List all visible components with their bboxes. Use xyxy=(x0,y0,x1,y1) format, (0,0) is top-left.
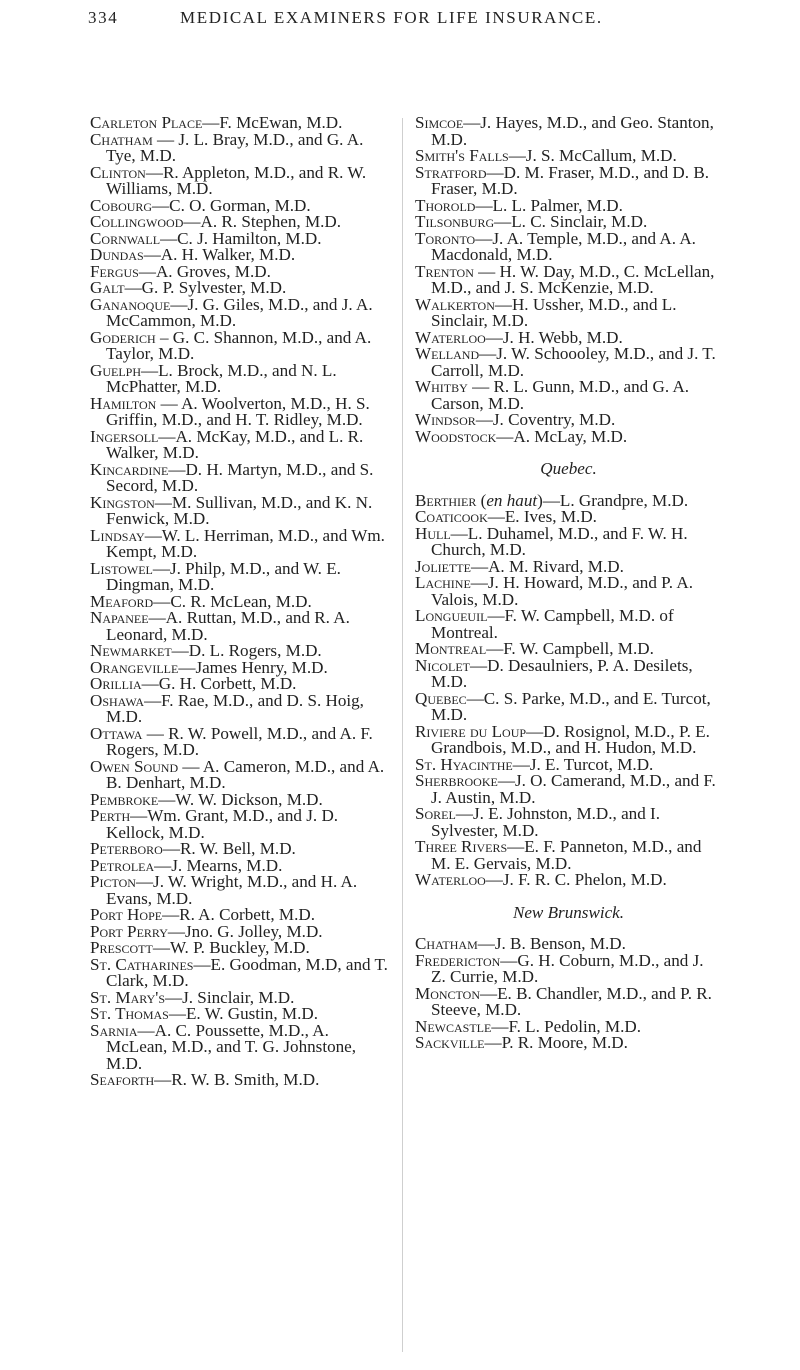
place-name: Stratford xyxy=(415,162,487,182)
examiner-names: M. Sullivan, M.D., and K. N. Fenwick, M.D. xyxy=(106,492,373,528)
examiner-names: E. F. Panneton, M.D., and M. E. Gervais, M.D. xyxy=(431,837,702,873)
examiner-names: A. McLay, M.D. xyxy=(513,426,628,446)
separator: — xyxy=(450,523,468,543)
examiner-names: E. W. Gustin, M.D. xyxy=(185,1004,318,1023)
separator: — xyxy=(494,294,512,314)
examiner-entry xyxy=(90,525,393,561)
examiner-names: J. S. McCallum, M.D. xyxy=(525,146,677,165)
examiner-names: A. C. Poussette, M.D., A. McLean, M.D., and T. G. Johnstone, M.D. xyxy=(106,1020,357,1073)
examiner-names: G. C. Shannon, M.D., and A. Taylor, M.D. xyxy=(106,327,372,363)
place-name: Gananoque xyxy=(90,294,171,314)
place-name: Collingwood xyxy=(90,212,184,231)
place-name: Guelph xyxy=(90,360,142,380)
place-name: Ottawa xyxy=(90,723,143,743)
place-name: Whitby xyxy=(415,377,468,396)
examiner-entry xyxy=(90,610,393,643)
examiner-names: H. W. Day, M.D., C. McLellan, M.D., and J. S. McKenzie, M.D. xyxy=(431,261,715,297)
place-name: Welland xyxy=(415,344,480,363)
place-name: Cornwall xyxy=(90,228,161,248)
separator: — xyxy=(475,410,493,429)
separator: — xyxy=(158,426,176,446)
examiner-entry xyxy=(90,162,393,198)
examiner-names: A. Groves, M.D. xyxy=(155,261,271,281)
separator: — xyxy=(463,113,481,132)
separator: — xyxy=(154,492,172,512)
separator: — xyxy=(475,195,493,215)
examiner-names: F. W. Campbell, M.D. of Montreal. xyxy=(431,606,674,642)
examiner-entry xyxy=(90,129,393,165)
separator: — xyxy=(193,954,211,974)
examiner-entry xyxy=(90,690,393,726)
examiner-entry xyxy=(415,261,722,297)
examiner-entry xyxy=(415,806,722,839)
separator: — xyxy=(470,556,489,576)
examiner-names: D. Rosignol, M.D., P. E. Grandbois, M.D., and H. Hudon, M.D. xyxy=(431,721,710,757)
separator: — xyxy=(168,1004,186,1023)
examiner-entry xyxy=(415,839,722,872)
examiner-entry xyxy=(90,874,393,907)
examiner-entry xyxy=(90,492,393,528)
place-name: Kingston xyxy=(90,492,155,512)
examiner-entry xyxy=(415,655,722,691)
separator: — xyxy=(466,688,484,708)
separator: — xyxy=(138,261,156,281)
separator: — xyxy=(183,212,201,231)
separator: — xyxy=(143,245,161,264)
examiner-entry xyxy=(90,426,393,462)
separator: — xyxy=(496,426,514,446)
place-name: Hamilton xyxy=(90,393,157,413)
examiner-names: A. M. Rivard, M.D. xyxy=(488,556,624,576)
examiner-names: J. B. Benson, M.D. xyxy=(494,934,626,953)
place-name: Riviere du Loup xyxy=(415,721,527,741)
examiner-names: W. W. Dickson, M.D. xyxy=(175,789,323,809)
examiner-names: F. McEwan, M.D. xyxy=(219,113,343,132)
place-name: Tilsonburg xyxy=(415,212,495,231)
place-name: Joliette xyxy=(415,556,471,576)
place-name: Lachine xyxy=(415,573,471,592)
separator: — xyxy=(178,657,196,677)
examiner-entry xyxy=(415,346,722,379)
place-name: Walkerton xyxy=(415,294,495,314)
examiner-names: J. G. Giles, M.D., and J. A. McCammon, M.D. xyxy=(106,294,373,330)
examiner-names: L. Grandpre, M.D. xyxy=(559,490,689,510)
examiner-entry xyxy=(415,950,722,986)
separator: — xyxy=(507,837,525,856)
separator: — xyxy=(485,870,503,889)
separator: — xyxy=(160,228,178,248)
place-name: Sorel xyxy=(415,804,456,823)
place-name: St. Thomas xyxy=(90,1004,169,1023)
quebec-section xyxy=(415,490,722,889)
separator: — xyxy=(142,723,169,743)
examiner-names: D. H. Martyn, M.D., and S. Secord, M.D. xyxy=(106,459,374,495)
separator: — xyxy=(455,804,473,823)
separator: — xyxy=(487,507,505,526)
place-name: Smith's Falls xyxy=(415,146,509,165)
place-name: Petrolea xyxy=(90,855,155,875)
examiner-entry xyxy=(90,327,393,363)
examiner-names: A. Ruttan, M.D., and R. A. Leonard, M.D. xyxy=(106,608,350,644)
place-name: Goderich xyxy=(90,327,156,347)
quebec-heading: Quebec. xyxy=(540,459,597,478)
place-name: Dundas xyxy=(90,245,144,264)
examiner-names: Wm. Grant, M.D., and J. D. Kellock, M.D. xyxy=(106,806,339,842)
examiner-names: J. Coventry, M.D. xyxy=(492,410,616,429)
examiner-names: D. L. Rogers, M.D. xyxy=(188,641,322,660)
separator: — xyxy=(148,608,166,627)
examiner-names: A. Woolverton, M.D., H. S. Griffin, M.D., and H. T. Ridley, M.D. xyxy=(106,393,370,429)
place-name: Orangeville xyxy=(90,657,179,677)
place-name: Chatham xyxy=(415,934,478,953)
place-name: Montreal xyxy=(415,639,487,658)
place-name: Three Rivers xyxy=(415,837,508,856)
examiner-names: J. H. Howard, M.D., and P. A. Valois, M.D. xyxy=(431,573,693,609)
examiner-entry xyxy=(415,379,722,412)
separator: — xyxy=(152,938,170,957)
examiner-entry xyxy=(90,808,393,841)
examiner-names: J. H. Webb, M.D. xyxy=(502,327,623,347)
place-name: Fergus xyxy=(90,261,139,281)
examiner-names: C. S. Parke, M.D., and E. Turcot, M.D. xyxy=(431,688,711,724)
separator: — xyxy=(485,327,503,347)
place-name: Galt xyxy=(90,278,125,297)
examiner-names: R. W. B. Smith, M.D. xyxy=(171,1070,320,1089)
place-name: Oshawa xyxy=(90,690,145,710)
examiner-entry xyxy=(415,983,722,1019)
place-name: Woodstock xyxy=(415,426,497,446)
place-name: Sherbrooke xyxy=(415,771,498,790)
examiner-names: P. R. Moore, M.D. xyxy=(501,1033,628,1052)
place-name: Kincardine xyxy=(90,459,169,479)
examiner-names: James Henry, M.D. xyxy=(195,657,328,677)
separator: — xyxy=(470,573,488,592)
place-name: St. Mary's xyxy=(90,987,166,1007)
place-name: Waterloo xyxy=(415,870,486,889)
examiner-names: L. C. Sinclair, M.D. xyxy=(511,212,648,231)
place-name: Napanee xyxy=(90,608,149,627)
separator: — xyxy=(512,754,530,774)
place-name: Listowel xyxy=(90,558,153,578)
examiner-entry xyxy=(90,1072,393,1089)
examiner-names: A. H. Walker, M.D. xyxy=(160,245,296,264)
place-name: Pembroke xyxy=(90,789,159,809)
separator: — xyxy=(170,294,188,314)
examiner-entry xyxy=(415,426,722,446)
examiner-entry xyxy=(415,228,722,264)
place-name: Meaford xyxy=(90,591,154,611)
examiner-entry xyxy=(90,360,393,396)
examiner-entry xyxy=(415,773,722,806)
examiner-names: A. Cameron, M.D., and A. B. Denhart, M.D. xyxy=(106,756,385,792)
examiner-names: D. M. Fraser, M.D., and D. B. Fraser, M.D. xyxy=(431,162,710,198)
examiner-entry xyxy=(415,872,722,889)
new-brunswick-section xyxy=(415,936,722,1052)
examiner-names: L. Duhamel, M.D., and F. W. H. Church, M.D. xyxy=(431,523,688,559)
separator: — xyxy=(144,690,162,710)
place-name: Carleton Place xyxy=(90,113,203,132)
examiner-entry xyxy=(415,523,722,559)
separator: — xyxy=(124,278,142,297)
place-name: Port Perry xyxy=(90,921,168,941)
place-name: Simcoe xyxy=(415,113,464,132)
separator: — xyxy=(144,525,162,545)
place-name: Seaforth xyxy=(90,1070,155,1089)
separator: — xyxy=(526,721,544,741)
place-name: St. Catharines xyxy=(90,954,194,974)
examiner-names: A. McKay, M.D., and L. R. Walker, M.D. xyxy=(106,426,364,462)
place-name: Owen Sound xyxy=(90,756,179,776)
examiner-names: J. Sinclair, M.D. xyxy=(182,987,295,1007)
examiner-names: F. W. Campbell, M.D. xyxy=(503,639,654,658)
examiner-names: L. Brock, M.D., and N. L. McPhatter, M.D. xyxy=(106,360,337,396)
examiner-entry xyxy=(90,723,393,759)
examiner-names: F. Rae, M.D., and D. S. Hoig, M.D. xyxy=(106,690,364,726)
separator: — xyxy=(497,771,515,790)
examiner-names: C. R. McLean, M.D. xyxy=(170,591,312,611)
examiner-names: A. R. Stephen, M.D. xyxy=(200,212,342,231)
separator: — xyxy=(202,113,220,132)
examiner-names: J. Philp, M.D., and W. E. Dingman, M.D. xyxy=(106,558,341,594)
place-name: Windsor xyxy=(415,410,476,429)
place-name: Trenton xyxy=(415,261,474,281)
right-column xyxy=(415,115,722,1052)
separator: — xyxy=(130,806,148,825)
examiner-names: J. Hayes, M.D., and Geo. Stanton, M.D. xyxy=(431,113,714,149)
separator: — xyxy=(165,987,183,1007)
place-name: Moncton xyxy=(415,983,480,1003)
separator: — xyxy=(141,674,159,693)
separator: — xyxy=(178,756,203,776)
place-name: Ingersoll xyxy=(90,426,159,446)
place-name: Sackville xyxy=(415,1033,485,1052)
examiner-names: D. Desaulniers, P. A. Desilets, M.D. xyxy=(431,655,693,691)
examiner-entry xyxy=(415,575,722,608)
examiner-names: J. W. Schoooley, M.D., and J. T. Carroll, M.D. xyxy=(431,344,716,380)
examiner-names: C. J. Hamilton, M.D. xyxy=(177,228,322,248)
examiner-names: H. Ussher, M.D., and L. Sinclair, M.D. xyxy=(431,294,677,330)
examiner-names: J. E. Turcot, M.D. xyxy=(529,754,654,774)
separator: — xyxy=(479,344,497,363)
page-number: 334 xyxy=(88,8,119,27)
separator: — xyxy=(135,872,154,891)
examiner-entry xyxy=(90,294,393,330)
examiner-entry xyxy=(90,459,393,495)
examiner-names: J. L. Bray, M.D., and G. A. Tye, M.D. xyxy=(106,129,364,165)
separator: — xyxy=(154,855,172,875)
place-name: Coaticook xyxy=(415,507,488,526)
examiner-names: G. P. Sylvester, M.D. xyxy=(141,278,287,297)
examiner-entry xyxy=(415,115,722,148)
place-name: St. Hyacinthe xyxy=(415,754,513,774)
examiner-names: L. L. Palmer, M.D. xyxy=(492,195,623,215)
separator: — xyxy=(152,195,170,215)
separator: — xyxy=(162,839,180,858)
examiner-names: C. O. Gorman, M.D. xyxy=(169,195,311,215)
place-name: Berthier xyxy=(415,490,477,510)
examiner-names: E. Ives, M.D. xyxy=(504,507,597,526)
separator: — xyxy=(141,360,159,380)
place-name: Orillia xyxy=(90,674,142,693)
running-title: MEDICAL EXAMINERS FOR LIFE INSURANCE. xyxy=(180,8,603,27)
place-name: Quebec xyxy=(415,688,467,708)
place-name: Fredericton xyxy=(415,950,501,970)
separator: — xyxy=(500,950,518,970)
separator: – xyxy=(155,327,173,347)
separator: — xyxy=(491,1016,509,1036)
separator: — xyxy=(137,1020,155,1040)
separator: — xyxy=(508,146,526,165)
separator: — xyxy=(171,641,189,660)
separator: — xyxy=(162,905,180,924)
separator: — xyxy=(467,377,494,396)
separator: — xyxy=(156,393,182,413)
ontario-continued-section xyxy=(415,115,722,445)
examiner-names: J. W. Wright, M.D., and H. A. Evans, M.D. xyxy=(106,872,358,908)
separator: — xyxy=(145,162,163,182)
separator: — xyxy=(479,983,498,1003)
place-name: Sarnia xyxy=(90,1020,138,1040)
examiner-names: G. H. Corbett, M.D. xyxy=(158,674,297,693)
place-name: Toronto xyxy=(415,228,476,248)
place-name: Cobourg xyxy=(90,195,153,215)
separator: — xyxy=(152,558,170,578)
examiner-entry xyxy=(90,393,393,429)
examiner-names: R. L. Gunn, M.D., and G. A. Carson, M.D. xyxy=(431,377,690,413)
examiner-entry xyxy=(90,756,393,792)
place-name: Hull xyxy=(415,523,451,543)
examiner-names: F. L. Pedolin, M.D. xyxy=(508,1016,641,1036)
separator: — xyxy=(470,655,488,675)
separator: — xyxy=(153,591,171,611)
examiner-entry xyxy=(90,954,393,990)
examiner-entry xyxy=(415,1035,722,1052)
separator: — xyxy=(477,934,495,953)
separator: — xyxy=(484,1033,502,1052)
separator: — xyxy=(167,921,186,941)
place-name: Thorold xyxy=(415,195,476,215)
column-divider xyxy=(402,118,403,1352)
separator: — xyxy=(475,228,493,248)
place-name: Picton xyxy=(90,872,136,891)
examiner-names: J. O. Camerand, M.D., and F. J. Austin, M.D. xyxy=(431,771,716,807)
examiner-names: W. P. Buckley, M.D. xyxy=(169,938,310,957)
separator: (en haut)— xyxy=(476,490,560,510)
separator: — xyxy=(168,459,186,479)
place-name: Peterboro xyxy=(90,839,163,858)
place-name: Clinton xyxy=(90,162,146,182)
examiner-entry xyxy=(415,688,722,724)
examiner-names: E. Goodman, M.D, and T. Clark, M.D. xyxy=(106,954,388,990)
place-name: Waterloo xyxy=(415,327,486,347)
examiner-names: J. F. R. C. Phelon, M.D. xyxy=(502,870,667,889)
examiner-entry xyxy=(90,558,393,594)
place-name: Prescott xyxy=(90,938,153,957)
separator: — xyxy=(152,129,179,149)
examiner-names: R. W. Powell, M.D., and A. F. Rogers, M.D. xyxy=(106,723,373,759)
place-name: Lindsay xyxy=(90,525,145,545)
separator: — xyxy=(473,261,500,281)
separator: — xyxy=(158,789,176,809)
separator: — xyxy=(487,606,505,625)
new-brunswick-heading: New Brunswick. xyxy=(512,902,625,922)
examiner-names: R. W. Bell, M.D. xyxy=(179,839,296,858)
examiner-names: E. B. Chandler, M.D., and P. R. Steeve, M.D. xyxy=(431,983,712,1019)
separator: — xyxy=(494,212,512,231)
separator: — xyxy=(486,639,504,658)
separator: — xyxy=(154,1070,172,1089)
place-name: Perth xyxy=(90,806,131,825)
examiner-names: R. A. Corbett, M.D. xyxy=(179,905,315,924)
place-name: Newcastle xyxy=(415,1016,492,1036)
examiner-names: R. Appleton, M.D., and R. W. Williams, M.D. xyxy=(106,162,367,198)
examiner-entry xyxy=(415,294,722,330)
examiner-entry xyxy=(415,721,722,757)
place-name: Chatham xyxy=(90,129,153,149)
examiner-names: J. E. Johnston, M.D., and I. Sylvester, M.D. xyxy=(431,804,661,840)
examiner-entry xyxy=(415,608,722,641)
separator: — xyxy=(486,162,504,182)
examiner-names: J. Mearns, M.D. xyxy=(171,855,283,875)
left-column xyxy=(90,115,393,1089)
examiner-names: J. A. Temple, M.D., and A. A. Macdonald, M.D. xyxy=(431,228,696,264)
examiner-names: Jno. G. Jolley, M.D. xyxy=(185,921,323,941)
examiner-names: G. H. Coburn, M.D., and J. Z. Currie, M.D. xyxy=(431,950,704,986)
examiner-names: W. L. Herriman, M.D., and Wm. Kempt, M.D. xyxy=(106,525,385,561)
place-name: Nicolet xyxy=(415,655,471,675)
place-name: Longueuil xyxy=(415,606,488,625)
examiner-entry xyxy=(415,162,722,198)
examiner-entry xyxy=(90,1020,393,1073)
place-name: Newmarket xyxy=(90,641,172,660)
place-name: Port Hope xyxy=(90,905,163,924)
